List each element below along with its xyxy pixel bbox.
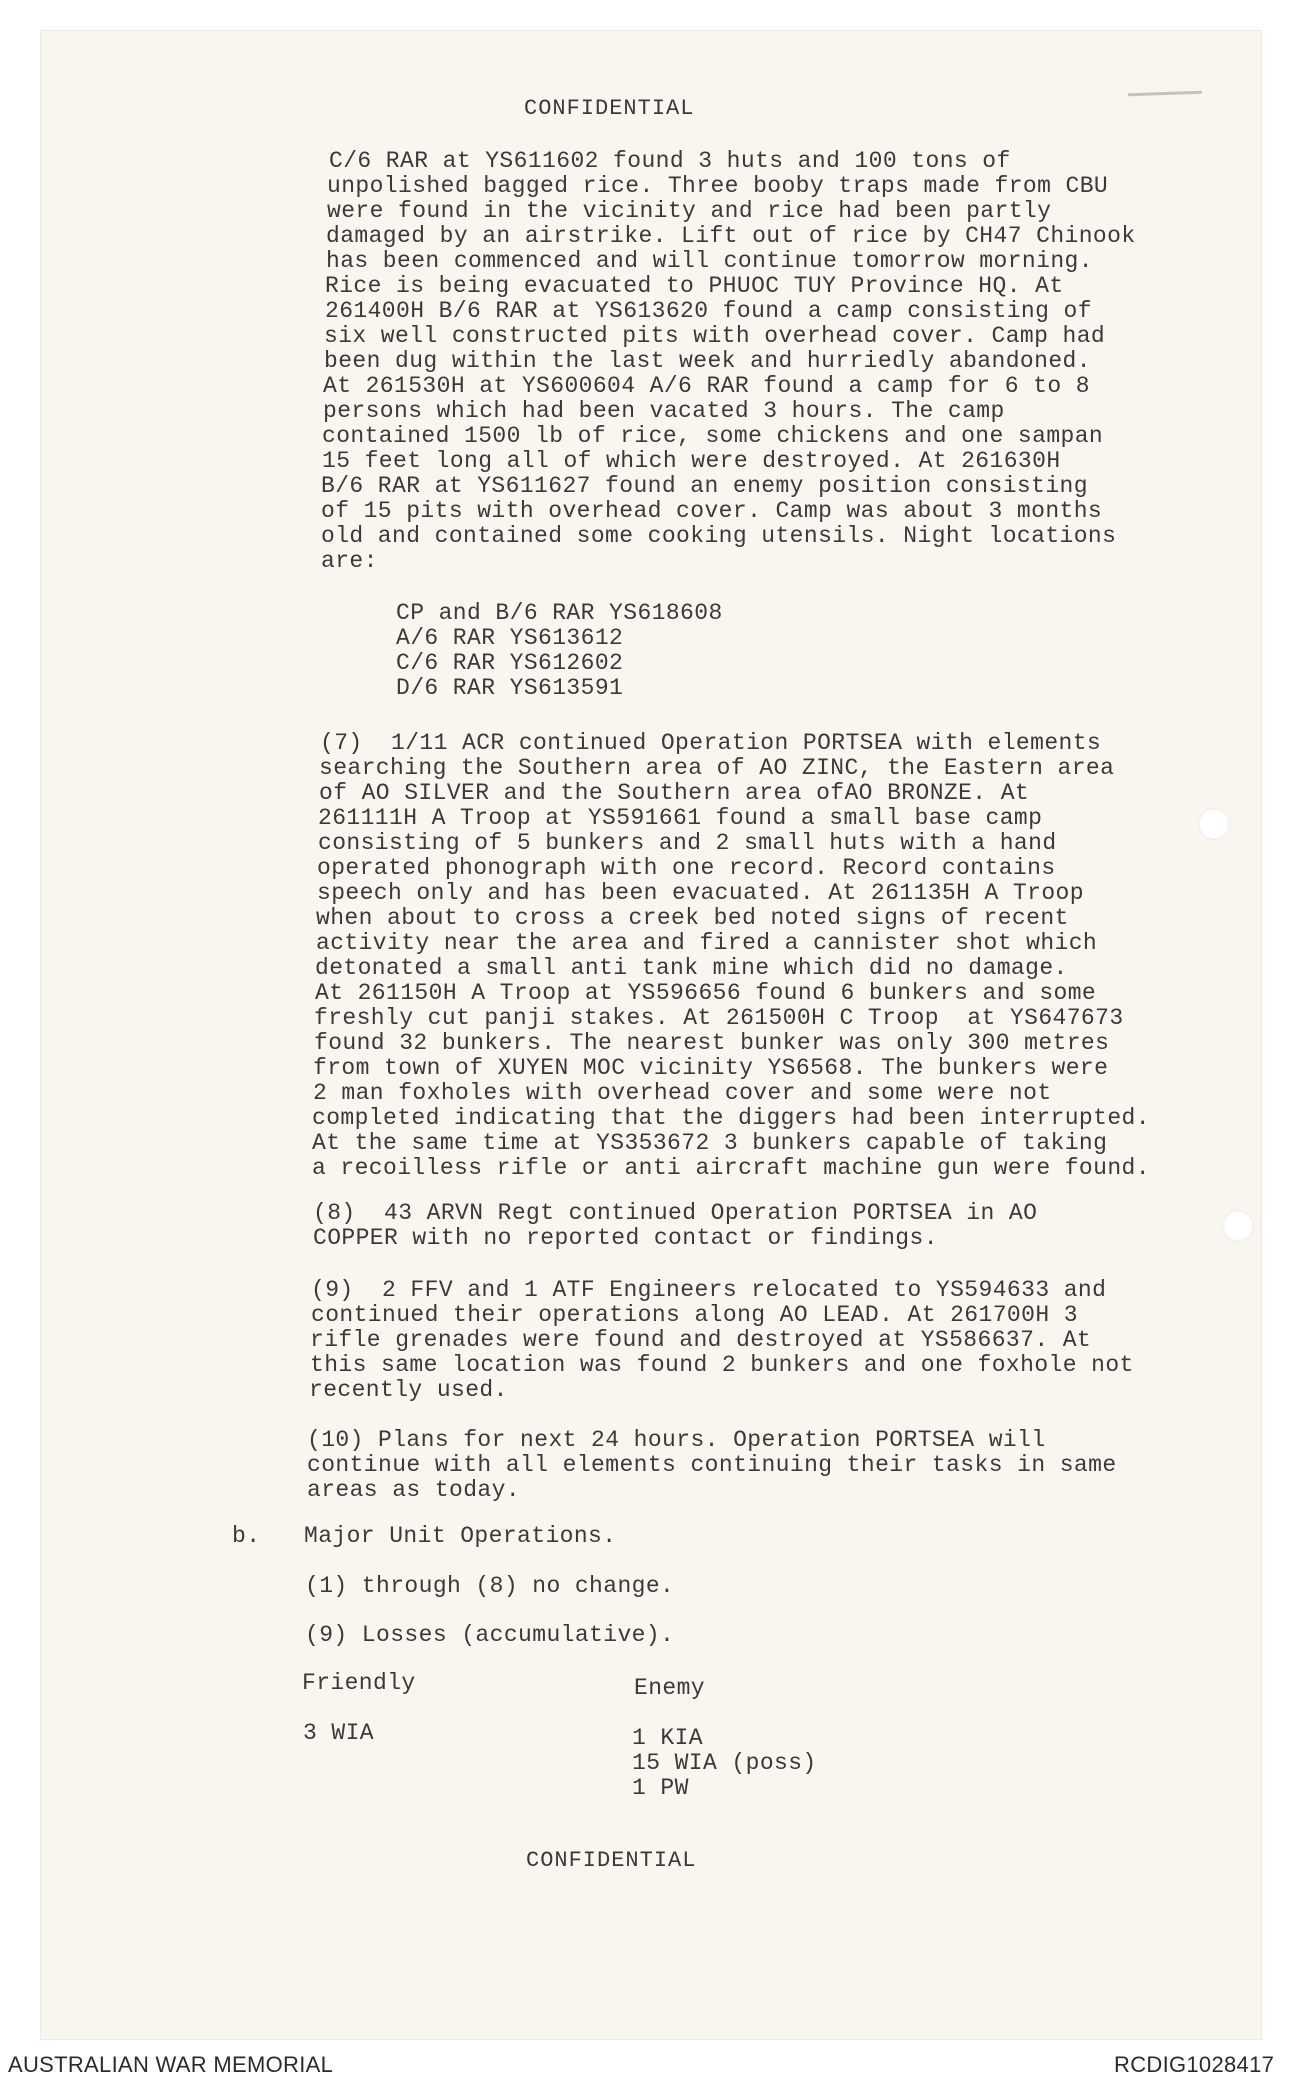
text-line: 261111H A Troop at YS591661 found a small base camp — [318, 805, 1043, 831]
text-line: areas as today. — [307, 1477, 521, 1503]
text-line: COPPER with no reported contact or findings. — [313, 1225, 938, 1251]
text-line: were found in the vicinity and rice had been partly — [327, 198, 1052, 224]
text-line: contained 1500 lb of rice, some chickens and one sampan — [322, 423, 1104, 449]
section-b-title: Major Unit Operations. — [304, 1523, 617, 1549]
night-location: CP and B/6 RAR YS618608 — [396, 600, 723, 626]
text-line: rifle grenades were found and destroyed at YS586637. At — [310, 1327, 1092, 1353]
night-location: C/6 RAR YS612602 — [396, 650, 624, 676]
text-line: a recoilless rifle or anti aircraft machine gun were found. — [312, 1155, 1150, 1181]
friendly-heading: Friendly — [302, 1670, 416, 1696]
enemy-heading: Enemy — [634, 1675, 706, 1701]
text-line: of 15 pits with overhead cover. Camp was about 3 months — [321, 498, 1103, 524]
punch-hole-bottom — [1222, 1210, 1254, 1242]
section-b-item9: (9) Losses (accumulative). — [305, 1622, 675, 1648]
night-location: D/6 RAR YS613591 — [396, 675, 624, 701]
text-line: been dug within the last week and hurriedly abandoned. — [324, 348, 1091, 374]
text-line: old and contained some cooking utensils. Night locations — [321, 523, 1117, 549]
text-line: Rice is being evacuated to PHUOC TUY Province HQ. At — [325, 273, 1064, 299]
enemy-loss: 15 WIA (poss) — [632, 1750, 817, 1776]
text-line: persons which had been vacated 3 hours. The camp — [323, 398, 1005, 424]
text-line: searching the Southern area of AO ZINC, the Eastern area — [319, 755, 1115, 781]
archive-reference: RCDIG1028417 — [1114, 2052, 1275, 2077]
text-line: (7) 1/11 ACR continued Operation PORTSEA with elements — [320, 730, 1102, 756]
section-b-item1: (1) through (8) no change. — [305, 1573, 675, 1599]
text-line: operated phonograph with one record. Record contains — [317, 855, 1056, 881]
text-line: this same location was found 2 bunkers and one foxhole not — [310, 1352, 1134, 1378]
section-b-label: b. — [232, 1523, 261, 1549]
punch-hole-top — [1198, 808, 1230, 840]
enemy-loss: 1 KIA — [632, 1725, 704, 1751]
text-line: B/6 RAR at YS611627 found an enemy position consisting — [321, 473, 1088, 499]
text-line: 15 feet long all of which were destroyed. At 261630H — [322, 448, 1061, 474]
text-line: has been commenced and will continue tomorrow morning. — [326, 248, 1093, 274]
text-line: completed indicating that the diggers had been interrupted. — [312, 1105, 1150, 1131]
text-line: are: — [321, 548, 378, 574]
text-line: 261400H B/6 RAR at YS613620 found a camp consisting of — [325, 298, 1092, 324]
text-line: At the same time at YS353672 3 bunkers capable of taking — [312, 1130, 1108, 1156]
text-line: found 32 bunkers. The nearest bunker was only 300 metres — [314, 1030, 1110, 1056]
text-line: 2 man foxholes with overhead cover and some were not — [313, 1080, 1052, 1106]
text-line: unpolished bagged rice. Three booby traps made from CBU — [327, 173, 1109, 199]
night-location: A/6 RAR YS613612 — [396, 625, 624, 651]
text-line: (10) Plans for next 24 hours. Operation PORTSEA will — [307, 1427, 1046, 1453]
classification-header: CONFIDENTIAL — [524, 96, 695, 121]
text-line: damaged by an airstrike. Lift out of rice by CH47 Chinook — [326, 223, 1136, 249]
text-line: speech only and has been evacuated. At 261135H A Troop — [317, 880, 1084, 906]
text-line: six well constructed pits with overhead cover. Camp had — [324, 323, 1106, 349]
text-line: (9) 2 FFV and 1 ATF Engineers relocated to YS594633 and — [311, 1277, 1107, 1303]
archive-institution: AUSTRALIAN WAR MEMORIAL — [8, 2052, 334, 2077]
text-line: C/6 RAR at YS611602 found 3 huts and 100 tons of — [329, 148, 1011, 174]
text-line: continued their operations along AO LEAD. At 261700H 3 — [311, 1302, 1078, 1328]
text-line: when about to cross a creek bed noted signs of recent — [316, 905, 1069, 931]
text-line: At 261530H at YS600604 A/6 RAR found a camp for 6 to 8 — [323, 373, 1090, 399]
friendly-loss: 3 WIA — [303, 1720, 375, 1746]
text-line: At 261150H A Troop at YS596656 found 6 bunkers and some — [315, 980, 1097, 1006]
text-line: from town of XUYEN MOC vicinity YS6568. The bunkers were — [313, 1055, 1109, 1081]
text-line: of AO SILVER and the Southern area ofAO BRONZE. At — [319, 780, 1030, 806]
enemy-loss: 1 PW — [632, 1775, 689, 1801]
text-line: continue with all elements continuing their tasks in same — [307, 1452, 1117, 1478]
classification-footer: CONFIDENTIAL — [526, 1848, 697, 1873]
text-line: consisting of 5 bunkers and 2 small huts with a hand — [318, 830, 1057, 856]
text-line: activity near the area and fired a cannister shot which — [316, 930, 1098, 956]
text-line: freshly cut panji stakes. At 261500H C Troop at YS647673 — [314, 1005, 1124, 1031]
text-line: (8) 43 ARVN Regt continued Operation PORTSEA in AO — [313, 1200, 1038, 1226]
text-line: recently used. — [309, 1377, 508, 1403]
text-line: detonated a small anti tank mine which did no damage. — [315, 955, 1068, 981]
